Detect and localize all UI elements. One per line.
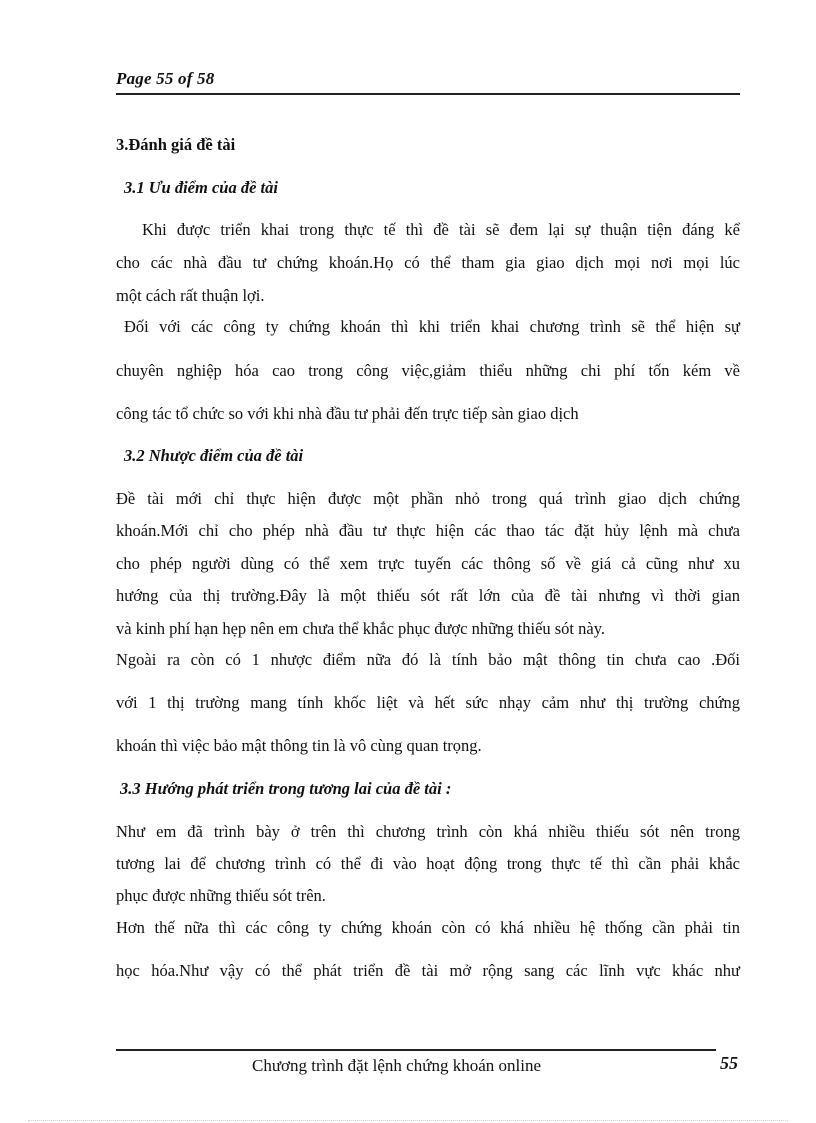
footer-divider xyxy=(116,1049,716,1051)
paragraph-line: hướng của thị trường.Đây là một thiếu sót rất lớn của đề tài nhưng vì thời gian xyxy=(116,586,740,605)
paragraph-line: khoán thì việc bảo mật thông tin là vô cùng quan trọng. xyxy=(116,736,482,755)
header-divider xyxy=(116,93,740,95)
paragraph-line: phục được những thiếu sót trên. xyxy=(116,886,326,905)
paragraph-line: Khi được triển khai trong thực tế thì đề tài sẽ đem lại sự thuận tiện đáng kể xyxy=(142,220,740,239)
paragraph-line: khoán.Mới chỉ cho phép nhà đầu tư thực hiện các thao tác đặt hủy lệnh mà chưa xyxy=(116,521,740,540)
paragraph-line: Hơn thế nữa thì các công ty chứng khoán còn có khá nhiều hệ thống cần phải tin xyxy=(116,918,740,937)
paragraph-line: Như em đã trình bày ở trên thì chương trình còn khá nhiều thiếu sót nên trong xyxy=(116,822,740,841)
paragraph-line: Ngoài ra còn có 1 nhược điểm nữa đó là tính bảo mật thông tin chưa cao .Đối xyxy=(116,650,740,669)
paragraph-line: công tác tổ chức so với khi nhà đầu tư phải đến trực tiếp sàn giao dịch xyxy=(116,404,579,423)
paragraph-line: một cách rất thuận lợi. xyxy=(116,286,265,305)
paragraph-line: chuyên nghiệp hóa cao trong công việc,giảm thiểu những chi phí tốn kém về xyxy=(116,361,740,380)
paragraph-line: Đề tài mới chỉ thực hiện được một phần nhỏ trong quá trình giao dịch chứng xyxy=(116,489,740,508)
page-bottom-edge xyxy=(28,1120,788,1121)
paragraph-line: cho các nhà đầu tư chứng khoán.Họ có thể tham gia giao dịch mọi nơi mọi lúc xyxy=(116,253,740,272)
page-header-label: Page 55 of 58 xyxy=(116,69,215,88)
paragraph-line: học hóa.Như vậy có thể phát triển đề tài mở rộng sang các lĩnh vực khác như xyxy=(116,961,740,980)
paragraph-line: và kinh phí hạn hẹp nên em chưa thể khắc phục được những thiếu sót này. xyxy=(116,619,606,638)
subsection-title-future-development: 3.3 Hướng phát triển trong tương lai của đề tài : xyxy=(120,779,452,798)
paragraph-line: cho phép người dùng có thể xem trực tuyến các thông số về giá cả cũng như xu xyxy=(116,554,740,573)
section-title: 3.Đánh giá đề tài xyxy=(116,135,236,154)
subsection-title-advantages: 3.1 Ưu điểm của đề tài xyxy=(124,178,278,197)
footer-page-number: 55 xyxy=(720,1053,738,1073)
paragraph-line: Đối với các công ty chứng khoán thì khi triển khai chương trình sẽ thể hiện sự xyxy=(124,317,740,336)
paragraph-line: tương lai để chương trình có thể đi vào hoạt động trong thực tế thì cần phải khắc xyxy=(116,854,740,873)
subsection-title-disadvantages: 3.2 Nhược điểm của đề tài xyxy=(124,446,304,465)
footer-document-title: Chương trình đặt lệnh chứng khoán online xyxy=(252,1056,541,1075)
paragraph-line: với 1 thị trường mang tính khốc liệt và hết sức nhạy cảm như thị trường chứng xyxy=(116,693,740,712)
